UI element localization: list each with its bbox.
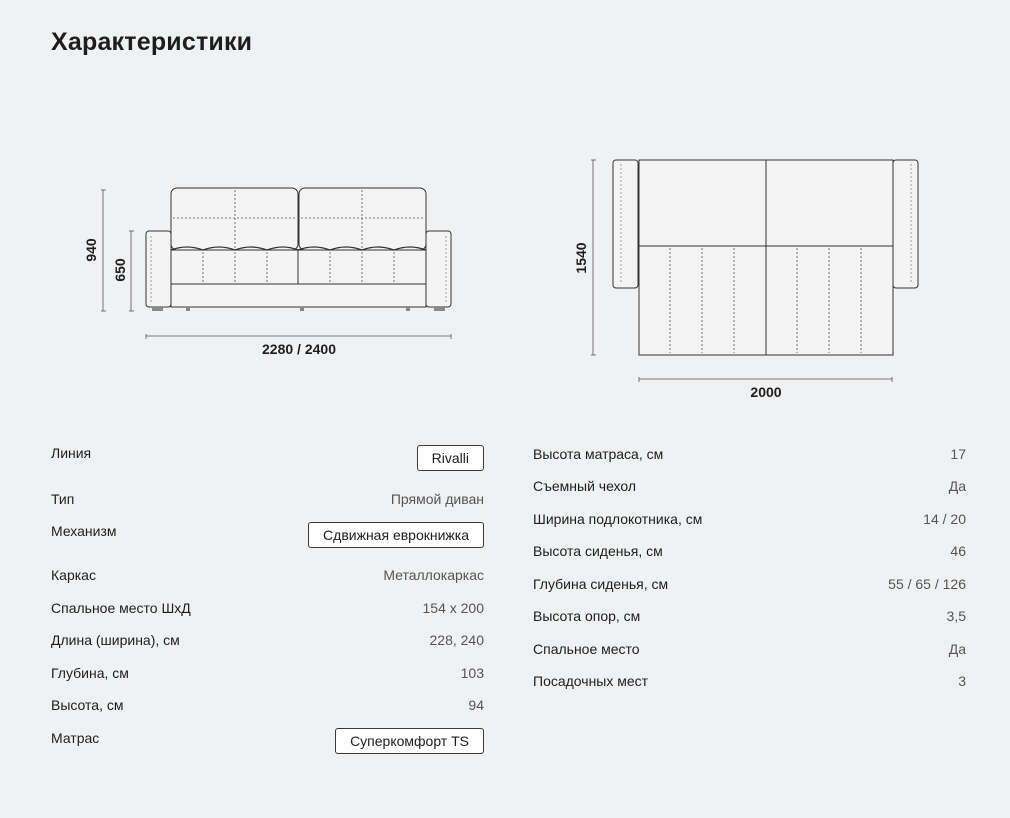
dim-front-width: 2280 / 2400 [262, 341, 336, 357]
sofa-front-view [146, 188, 451, 311]
spec-label: Длина (ширина), см [51, 632, 180, 648]
spec-label: Посадочных мест [533, 673, 649, 689]
spec-value: Металлокаркас [383, 567, 484, 583]
spec-label: Глубина, см [51, 665, 129, 681]
dim-bed-length: 1540 [573, 242, 589, 274]
spec-label: Ширина подлокотника, см [533, 511, 703, 527]
spec-label: Линия [51, 445, 92, 461]
spec-label: Матрас [51, 730, 100, 746]
spec-row-type [51, 478, 484, 510]
dim-front-total-height: 940 [83, 238, 99, 262]
spec-row-armrest-width [533, 503, 966, 535]
dim-front-seat-height: 650 [112, 258, 128, 282]
spec-label: Тип [51, 491, 75, 507]
spec-row-line [51, 438, 484, 478]
spec-row-seat-depth [533, 568, 966, 600]
sofa-bed-view [613, 160, 918, 355]
spec-value: 14 / 20 [923, 511, 966, 527]
spec-value: 3 [958, 673, 966, 689]
spec-label: Спальное место ШхД [51, 600, 191, 616]
spec-label: Высота сиденья, см [533, 543, 663, 559]
dim-bed-width: 2000 [750, 384, 782, 400]
spec-row-removable-cover [533, 470, 966, 503]
page-title: Характеристики [51, 28, 253, 56]
spec-value: 228, 240 [429, 632, 484, 648]
spec-value: 103 [460, 665, 484, 681]
spec-row-sleeping-place [533, 633, 966, 665]
spec-value: 154 х 200 [422, 600, 484, 616]
spec-row-sleeping-size [51, 588, 484, 620]
spec-value: 3,5 [946, 608, 966, 624]
spec-label: Высота опор, см [533, 608, 641, 624]
spec-row-mechanism [51, 510, 484, 555]
specs-left-column [51, 438, 484, 758]
spec-value: 17 [950, 446, 966, 462]
mechanism-chip-button[interactable]: Сдвижная еврокнижка [308, 522, 484, 548]
spec-row-leg-height [533, 600, 966, 633]
spec-value: Да [948, 641, 966, 657]
spec-label: Съемный чехол [533, 478, 637, 494]
spec-value: 55 / 65 / 126 [888, 576, 966, 592]
mattress-chip-button[interactable]: Суперкомфорт TS [335, 728, 484, 754]
spec-label: Высота, см [51, 697, 124, 713]
spec-label: Механизм [51, 523, 117, 539]
spec-value: 94 [468, 697, 484, 713]
spec-row-frame [51, 555, 484, 588]
spec-row-depth [51, 653, 484, 685]
spec-value: 46 [950, 543, 966, 559]
spec-row-mattress-height [533, 438, 966, 470]
spec-row-seat-height [533, 535, 966, 568]
spec-value: Да [948, 478, 966, 494]
spec-row-seats [533, 665, 966, 698]
spec-label: Спальное место [533, 641, 640, 657]
spec-label: Каркас [51, 567, 96, 583]
specs-right-column [533, 438, 966, 698]
spec-row-height [51, 685, 484, 718]
spec-label: Высота матраса, см [533, 446, 664, 462]
spec-label: Глубина сиденья, см [533, 576, 669, 592]
spec-row-length [51, 620, 484, 653]
spec-value: Прямой диван [390, 491, 484, 507]
spec-row-mattress [51, 718, 484, 758]
line-chip-button[interactable]: Rivalli [417, 445, 484, 471]
